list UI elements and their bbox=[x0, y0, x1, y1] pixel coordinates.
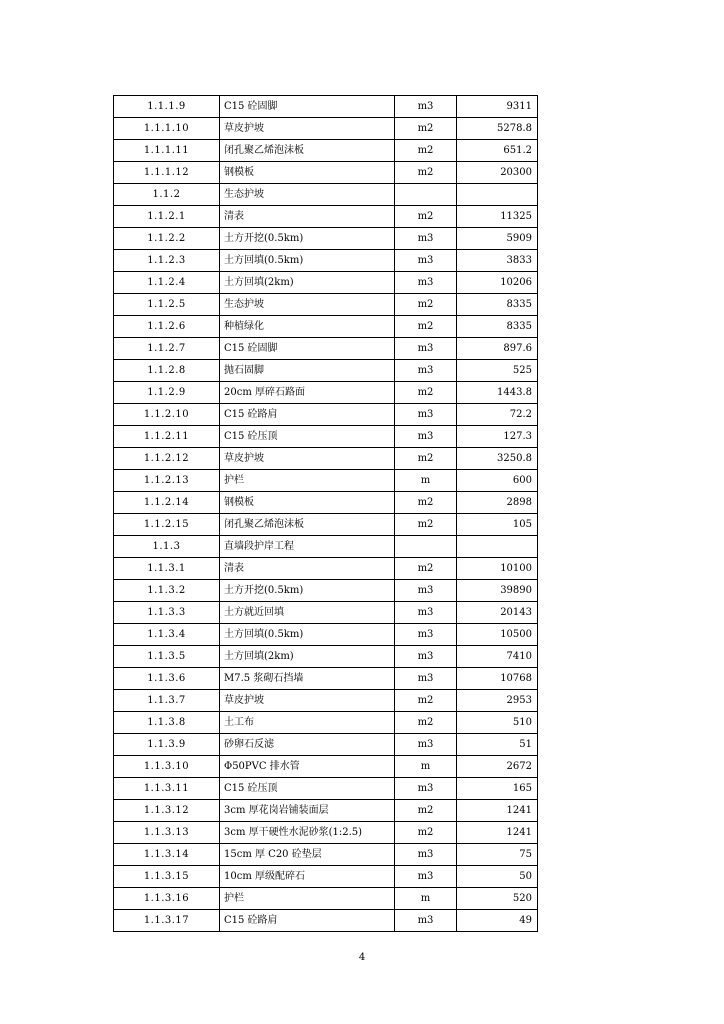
quantity-cell: 9311 bbox=[457, 96, 538, 118]
quantity-cell: 39890 bbox=[457, 580, 538, 602]
unit-cell: m bbox=[395, 470, 457, 492]
item-code-cell: 1.1.2.1 bbox=[114, 206, 220, 228]
table-row bbox=[114, 184, 538, 206]
quantity-cell: 520 bbox=[457, 888, 538, 910]
item-code-cell: 1.1.3.10 bbox=[114, 756, 220, 778]
item-code-cell: 1.1.3.17 bbox=[114, 910, 220, 932]
table-row bbox=[114, 404, 538, 426]
table-row bbox=[114, 272, 538, 294]
item-code-cell: 1.1.3.6 bbox=[114, 668, 220, 690]
table-row bbox=[114, 690, 538, 712]
quantity-cell: 49 bbox=[457, 910, 538, 932]
unit-cell bbox=[395, 536, 457, 558]
unit-cell: m3 bbox=[395, 844, 457, 866]
unit-cell: m2 bbox=[395, 162, 457, 184]
item-code-cell: 1.1.2.8 bbox=[114, 360, 220, 382]
table-row bbox=[114, 558, 538, 580]
item-code-cell: 1.1.2.3 bbox=[114, 250, 220, 272]
table-row bbox=[114, 96, 538, 118]
item-name-cell: Φ50PVC 排水管 bbox=[220, 756, 395, 778]
unit-cell: m2 bbox=[395, 712, 457, 734]
table-row bbox=[114, 822, 538, 844]
quantity-cell: 165 bbox=[457, 778, 538, 800]
quantity-cell: 72.2 bbox=[457, 404, 538, 426]
item-name-cell: 生态护坡 bbox=[220, 184, 395, 206]
item-code-cell: 1.1.3 bbox=[114, 536, 220, 558]
table-row bbox=[114, 338, 538, 360]
item-code-cell: 1.1.3.9 bbox=[114, 734, 220, 756]
quantity-cell: 3833 bbox=[457, 250, 538, 272]
unit-cell: m3 bbox=[395, 404, 457, 426]
unit-cell: m3 bbox=[395, 360, 457, 382]
quantity-cell: 8335 bbox=[457, 316, 538, 338]
item-name-cell: 土工布 bbox=[220, 712, 395, 734]
item-code-cell: 1.1.2.11 bbox=[114, 426, 220, 448]
quantity-cell bbox=[457, 184, 538, 206]
item-name-cell: C15 砼压顶 bbox=[220, 426, 395, 448]
item-name-cell: C15 砼压顶 bbox=[220, 778, 395, 800]
quantity-cell: 10768 bbox=[457, 668, 538, 690]
item-name-cell: 土方开挖(0.5km) bbox=[220, 580, 395, 602]
table-row bbox=[114, 140, 538, 162]
item-code-cell: 1.1.1.12 bbox=[114, 162, 220, 184]
quantity-cell: 1443.8 bbox=[457, 382, 538, 404]
item-name-cell: 3cm 厚花岗岩铺装面层 bbox=[220, 800, 395, 822]
table-row bbox=[114, 536, 538, 558]
quantity-cell: 75 bbox=[457, 844, 538, 866]
item-name-cell: 15cm 厚 C20 砼垫层 bbox=[220, 844, 395, 866]
table-row bbox=[114, 228, 538, 250]
item-name-cell: 土方开挖(0.5km) bbox=[220, 228, 395, 250]
quantity-cell: 105 bbox=[457, 514, 538, 536]
item-code-cell: 1.1.2.6 bbox=[114, 316, 220, 338]
table-row bbox=[114, 668, 538, 690]
item-name-cell: 护栏 bbox=[220, 888, 395, 910]
quantity-cell: 1241 bbox=[457, 800, 538, 822]
quantity-cell: 2672 bbox=[457, 756, 538, 778]
item-name-cell: 钢模板 bbox=[220, 492, 395, 514]
item-name-cell: 草皮护坡 bbox=[220, 118, 395, 140]
quantity-cell: 5909 bbox=[457, 228, 538, 250]
unit-cell: m2 bbox=[395, 140, 457, 162]
item-code-cell: 1.1.3.2 bbox=[114, 580, 220, 602]
quantity-cell: 525 bbox=[457, 360, 538, 382]
unit-cell: m3 bbox=[395, 778, 457, 800]
item-code-cell: 1.1.2.15 bbox=[114, 514, 220, 536]
item-code-cell: 1.1.3.8 bbox=[114, 712, 220, 734]
item-name-cell: 直墙段护岸工程 bbox=[220, 536, 395, 558]
item-name-cell: 草皮护坡 bbox=[220, 690, 395, 712]
unit-cell: m3 bbox=[395, 624, 457, 646]
unit-cell: m2 bbox=[395, 558, 457, 580]
unit-cell: m3 bbox=[395, 602, 457, 624]
unit-cell: m3 bbox=[395, 580, 457, 602]
table-row bbox=[114, 800, 538, 822]
unit-cell: m2 bbox=[395, 448, 457, 470]
unit-cell: m2 bbox=[395, 800, 457, 822]
item-name-cell: 钢模板 bbox=[220, 162, 395, 184]
item-name-cell: M7.5 浆砌石挡墙 bbox=[220, 668, 395, 690]
item-name-cell: 清表 bbox=[220, 206, 395, 228]
unit-cell: m3 bbox=[395, 426, 457, 448]
unit-cell: m3 bbox=[395, 96, 457, 118]
unit-cell: m2 bbox=[395, 118, 457, 140]
table-row bbox=[114, 382, 538, 404]
table-row bbox=[114, 602, 538, 624]
quantity-cell: 600 bbox=[457, 470, 538, 492]
item-code-cell: 1.1.2.10 bbox=[114, 404, 220, 426]
quantity-cell: 651.2 bbox=[457, 140, 538, 162]
unit-cell: m3 bbox=[395, 228, 457, 250]
item-name-cell: C15 砼路肩 bbox=[220, 910, 395, 932]
item-name-cell: 土方回填(0.5km) bbox=[220, 250, 395, 272]
table-row bbox=[114, 316, 538, 338]
unit-cell: m2 bbox=[395, 206, 457, 228]
item-code-cell: 1.1.3.14 bbox=[114, 844, 220, 866]
item-name-cell: C15 砼路肩 bbox=[220, 404, 395, 426]
quantity-cell: 10206 bbox=[457, 272, 538, 294]
item-code-cell: 1.1.2 bbox=[114, 184, 220, 206]
item-name-cell: 闭孔聚乙烯泡沫板 bbox=[220, 514, 395, 536]
quantity-cell bbox=[457, 536, 538, 558]
item-code-cell: 1.1.1.11 bbox=[114, 140, 220, 162]
table-row bbox=[114, 624, 538, 646]
item-code-cell: 1.1.3.4 bbox=[114, 624, 220, 646]
table-row bbox=[114, 206, 538, 228]
quantity-cell: 10100 bbox=[457, 558, 538, 580]
quantity-cell: 7410 bbox=[457, 646, 538, 668]
table-row bbox=[114, 492, 538, 514]
item-name-cell: 清表 bbox=[220, 558, 395, 580]
unit-cell: m2 bbox=[395, 382, 457, 404]
table-row bbox=[114, 734, 538, 756]
table-row bbox=[114, 514, 538, 536]
quantity-cell: 5278.8 bbox=[457, 118, 538, 140]
unit-cell: m3 bbox=[395, 910, 457, 932]
quantity-cell: 1241 bbox=[457, 822, 538, 844]
table-row bbox=[114, 360, 538, 382]
table-body bbox=[114, 96, 538, 932]
quantity-cell: 10500 bbox=[457, 624, 538, 646]
item-code-cell: 1.1.3.7 bbox=[114, 690, 220, 712]
item-code-cell: 1.1.2.13 bbox=[114, 470, 220, 492]
item-code-cell: 1.1.2.14 bbox=[114, 492, 220, 514]
item-name-cell: 土方回填(2km) bbox=[220, 646, 395, 668]
item-code-cell: 1.1.3.12 bbox=[114, 800, 220, 822]
table-row bbox=[114, 294, 538, 316]
item-code-cell: 1.1.3.1 bbox=[114, 558, 220, 580]
quantity-cell: 127.3 bbox=[457, 426, 538, 448]
item-code-cell: 1.1.3.5 bbox=[114, 646, 220, 668]
unit-cell: m bbox=[395, 888, 457, 910]
item-code-cell: 1.1.2.9 bbox=[114, 382, 220, 404]
item-name-cell: C15 砼固脚 bbox=[220, 338, 395, 360]
quantity-cell: 2898 bbox=[457, 492, 538, 514]
unit-cell: m bbox=[395, 756, 457, 778]
quantity-cell: 51 bbox=[457, 734, 538, 756]
item-name-cell: 草皮护坡 bbox=[220, 448, 395, 470]
quantity-cell: 50 bbox=[457, 866, 538, 888]
unit-cell: m3 bbox=[395, 646, 457, 668]
item-code-cell: 1.1.1.9 bbox=[114, 96, 220, 118]
table-row bbox=[114, 866, 538, 888]
table-row bbox=[114, 712, 538, 734]
quantity-cell: 510 bbox=[457, 712, 538, 734]
item-code-cell: 1.1.3.13 bbox=[114, 822, 220, 844]
item-code-cell: 1.1.2.2 bbox=[114, 228, 220, 250]
item-name-cell: 土方回填(2km) bbox=[220, 272, 395, 294]
unit-cell: m2 bbox=[395, 492, 457, 514]
table-row bbox=[114, 470, 538, 492]
item-name-cell: 土方就近回填 bbox=[220, 602, 395, 624]
item-name-cell: 种植绿化 bbox=[220, 316, 395, 338]
quantity-cell: 20143 bbox=[457, 602, 538, 624]
table-row bbox=[114, 888, 538, 910]
unit-cell: m2 bbox=[395, 514, 457, 536]
table-row bbox=[114, 118, 538, 140]
item-code-cell: 1.1.3.16 bbox=[114, 888, 220, 910]
item-name-cell: 10cm 厚级配碎石 bbox=[220, 866, 395, 888]
unit-cell: m3 bbox=[395, 734, 457, 756]
unit-cell: m3 bbox=[395, 338, 457, 360]
item-name-cell: 20cm 厚碎石路面 bbox=[220, 382, 395, 404]
item-code-cell: 1.1.2.7 bbox=[114, 338, 220, 360]
item-name-cell: 护栏 bbox=[220, 470, 395, 492]
unit-cell: m2 bbox=[395, 690, 457, 712]
table-row bbox=[114, 910, 538, 932]
item-code-cell: 1.1.1.10 bbox=[114, 118, 220, 140]
item-code-cell: 1.1.3.11 bbox=[114, 778, 220, 800]
table-row bbox=[114, 580, 538, 602]
item-name-cell: 抛石固脚 bbox=[220, 360, 395, 382]
item-code-cell: 1.1.2.12 bbox=[114, 448, 220, 470]
unit-cell: m3 bbox=[395, 668, 457, 690]
table-row bbox=[114, 646, 538, 668]
unit-cell: m3 bbox=[395, 250, 457, 272]
item-name-cell: 土方回填(0.5km) bbox=[220, 624, 395, 646]
unit-cell: m3 bbox=[395, 866, 457, 888]
quantity-cell: 897.6 bbox=[457, 338, 538, 360]
item-name-cell: 闭孔聚乙烯泡沫板 bbox=[220, 140, 395, 162]
table-row bbox=[114, 426, 538, 448]
page-number: 4 bbox=[358, 952, 366, 963]
unit-cell bbox=[395, 184, 457, 206]
table-row bbox=[114, 448, 538, 470]
unit-cell: m2 bbox=[395, 316, 457, 338]
item-name-cell: 砂卵石反滤 bbox=[220, 734, 395, 756]
table-row bbox=[114, 778, 538, 800]
table-row bbox=[114, 756, 538, 778]
item-name-cell: 3cm 厚干硬性水泥砂浆(1:2.5) bbox=[220, 822, 395, 844]
quantity-cell: 20300 bbox=[457, 162, 538, 184]
quantity-cell: 11325 bbox=[457, 206, 538, 228]
table-row bbox=[114, 250, 538, 272]
quantity-cell: 3250.8 bbox=[457, 448, 538, 470]
item-code-cell: 1.1.3.3 bbox=[114, 602, 220, 624]
item-name-cell: C15 砼固脚 bbox=[220, 96, 395, 118]
item-name-cell: 生态护坡 bbox=[220, 294, 395, 316]
unit-cell: m2 bbox=[395, 294, 457, 316]
unit-cell: m2 bbox=[395, 822, 457, 844]
item-code-cell: 1.1.2.5 bbox=[114, 294, 220, 316]
quantity-cell: 8335 bbox=[457, 294, 538, 316]
bill-of-quantities-table bbox=[113, 95, 538, 932]
quantity-cell: 2953 bbox=[457, 690, 538, 712]
item-code-cell: 1.1.3.15 bbox=[114, 866, 220, 888]
table-row bbox=[114, 162, 538, 184]
unit-cell: m3 bbox=[395, 272, 457, 294]
table-row bbox=[114, 844, 538, 866]
item-code-cell: 1.1.2.4 bbox=[114, 272, 220, 294]
